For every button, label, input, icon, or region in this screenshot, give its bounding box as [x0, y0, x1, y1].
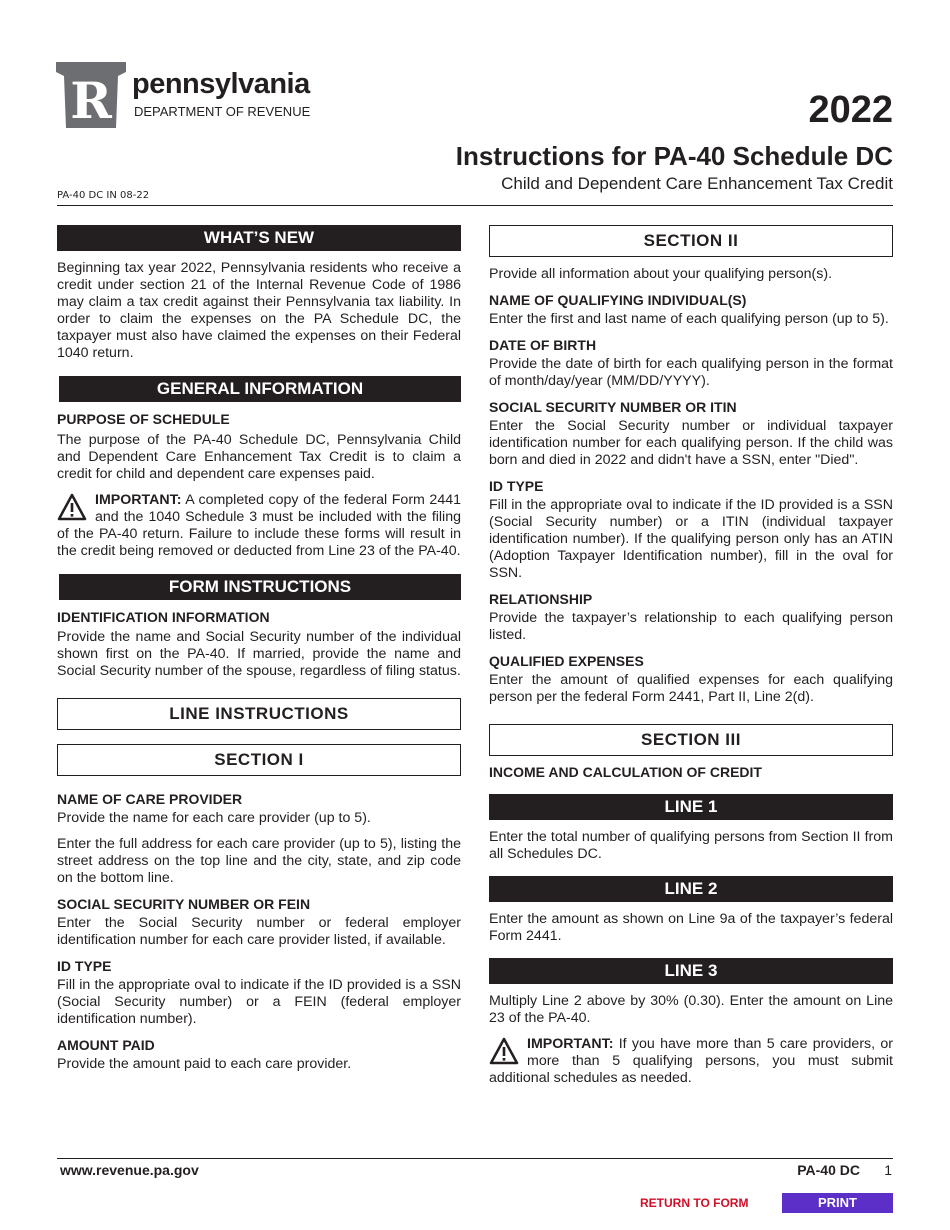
footer-form: PA-40 DC [797, 1162, 860, 1178]
qualifying-name-title: NAME OF QUALIFYING INDIVIDUAL(S) [489, 292, 747, 308]
important-note-1 [57, 492, 461, 560]
care-provider-name-text: Provide the name for each care provider (up to 5). [57, 810, 371, 826]
qualifying-idtype-title: ID TYPE [489, 478, 544, 494]
relationship-title: RELATIONSHIP [489, 591, 593, 607]
important-text: If you have more than 5 care providers, or more than 5 qualifying persons, you must submit additional schedules as needed. [489, 1036, 893, 1086]
page-title: Instructions for PA-40 Schedule DC [455, 141, 893, 171]
qualified-expenses-title: QUALIFIED EXPENSES [489, 653, 644, 669]
identification-text: Provide the name and Social Security number of the individual shown first on the PA-40. If married, provide the name and Social Security number of the spouse, regardless of filing status. [57, 629, 461, 679]
svg-text:R: R [70, 71, 112, 128]
print-button[interactable]: PRINT [782, 1193, 893, 1213]
provider-idtype-title: ID TYPE [57, 958, 112, 974]
keystone-icon [56, 62, 126, 128]
right-column [489, 225, 893, 1087]
whats-new-heading: WHAT’S NEW [57, 225, 461, 251]
important-note-2 [489, 1036, 893, 1087]
page-subtitle: Child and Dependent Care Enhancement Tax Credit [501, 174, 893, 193]
section-2-heading: SECTION II [489, 225, 893, 257]
qualifying-idtype-text: Fill in the appropriate oval to indicate if the ID provided is a SSN (Social Security number) or a ITIN (individual taxpayer identification number). If the qualifying person only has an ATIN (Adoption Taxpayer Identification number), fill in the oval for SSN. [489, 497, 893, 581]
qualified-expenses-text: Enter the amount of qualified expenses for each qualifying person per the federal Form 2441, Part II, Line 2(d). [489, 672, 893, 705]
identification-title: IDENTIFICATION INFORMATION [57, 609, 270, 625]
dob-title: DATE OF BIRTH [489, 337, 597, 353]
provider-idtype-text: Fill in the appropriate oval to indicate if the ID provided is a SSN (Social Security number) or a FEIN (federal employer identification number). [57, 977, 461, 1027]
form-instructions-heading: FORM INSTRUCTIONS [59, 574, 461, 600]
line-3-heading: LINE 3 [489, 958, 893, 984]
line-1-heading: LINE 1 [489, 794, 893, 820]
important-label: IMPORTANT: [95, 492, 182, 508]
purpose-text: The purpose of the PA-40 Schedule DC, Pennsylvania Child and Dependent Care Enhancement Tax Credit is to claim a credit for child and dependent care expenses paid. [57, 432, 461, 482]
general-info-heading: GENERAL INFORMATION [59, 376, 461, 402]
left-column [57, 225, 461, 1073]
section-1-heading: SECTION I [57, 744, 461, 776]
purpose-title: PURPOSE OF SCHEDULE [57, 411, 230, 427]
qualifying-name-text: Enter the first and last name of each qualifying person (up to 5). [489, 311, 889, 327]
provider-ssn-text: Enter the Social Security number or federal employer identification number for each care provider listed, if available. [57, 915, 461, 948]
warning-icon [57, 493, 87, 521]
warning-icon [489, 1037, 519, 1065]
line-2-heading: LINE 2 [489, 876, 893, 902]
line-1-text: Enter the total number of qualifying persons from Section II from all Schedules DC. [489, 829, 893, 862]
pa-keystone-logo [56, 62, 126, 133]
section-2-intro: Provide all information about your qualifying person(s). [489, 266, 833, 282]
care-provider-address-text: Enter the full address for each care provider (up to 5), listing the street address on the top line and the city, state, and zip code on the bottom line. [57, 836, 461, 886]
qualifying-ssn-text: Enter the Social Security number or individual taxpayer identification number for each qualifying person. If the child was born and died in 2022 and didn't have a SSN, enter "Died". [489, 418, 893, 468]
brand-department: DEPARTMENT OF REVENUE [134, 104, 311, 119]
tax-year: 2022 [808, 89, 893, 131]
brand-name: pennsylvania [132, 68, 310, 100]
page-number: 1 [884, 1162, 892, 1178]
header-rule [57, 205, 893, 206]
line-2-text: Enter the amount as shown on Line 9a of the taxpayer’s federal Form 2441. [489, 911, 893, 944]
amount-paid-title: AMOUNT PAID [57, 1037, 155, 1053]
section-3-subtitle: INCOME AND CALCULATION OF CREDIT [489, 764, 762, 780]
qualifying-ssn-title: SOCIAL SECURITY NUMBER OR ITIN [489, 399, 737, 415]
dob-text: Provide the date of birth for each qualifying person in the format of month/day/year (MM/DD/YYYY). [489, 356, 893, 389]
provider-ssn-title: SOCIAL SECURITY NUMBER OR FEIN [57, 896, 311, 912]
important-text: A completed copy of the federal Form 2441 and the 1040 Schedule 3 must be included with the filing of the PA-40 return. Failure to include these forms will result in the credit being removed or deducted from Line 23 of the PA-40. [57, 492, 461, 559]
section-3-heading: SECTION III [489, 724, 893, 756]
form-code: PA-40 DC IN 08-22 [57, 190, 150, 201]
whats-new-text: Beginning tax year 2022, Pennsylvania residents who receive a credit under section 21 of the Internal Revenue Code of 1986 may claim a tax credit against their Pennsylvania tax liability. In order to claim the expenses on the PA Schedule DC, the taxpayer must also have claimed the expenses on their Federal 1040 return. [57, 260, 461, 361]
footer-url[interactable]: www.revenue.pa.gov [60, 1162, 199, 1178]
line-3-text: Multiply Line 2 above by 30% (0.30). Enter the amount on Line 23 of the PA-40. [489, 993, 893, 1026]
important-label: IMPORTANT: [527, 1036, 614, 1052]
line-instructions-heading: LINE INSTRUCTIONS [57, 698, 461, 730]
return-to-form-button[interactable]: RETURN TO FORM [640, 1196, 749, 1210]
footer-rule [57, 1158, 893, 1159]
relationship-text: Provide the taxpayer’s relationship to each qualifying person listed. [489, 610, 893, 643]
care-provider-name-title: NAME OF CARE PROVIDER [57, 791, 243, 807]
amount-paid-text: Provide the amount paid to each care provider. [57, 1056, 352, 1072]
